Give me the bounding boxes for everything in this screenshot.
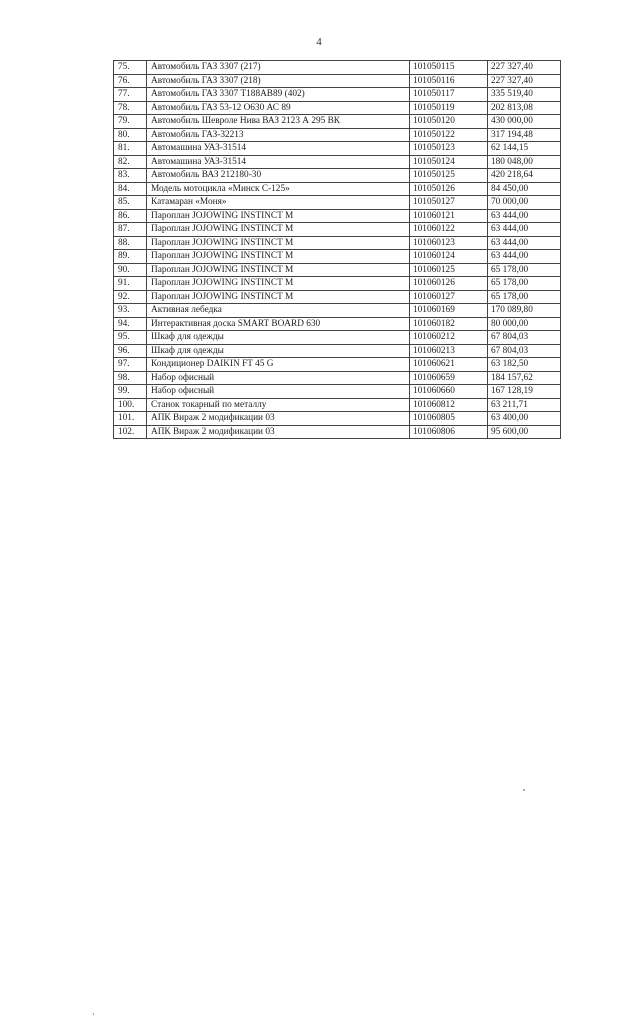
table-row xyxy=(114,223,561,237)
inventory-code: 101050117 xyxy=(410,88,488,102)
inventory-code: 101060125 xyxy=(410,263,488,277)
asset-name: Набор офисный xyxy=(147,371,410,385)
row-number: 90. xyxy=(114,263,147,277)
asset-name: Шкаф для одежды xyxy=(147,344,410,358)
book-value: 84 450,00 xyxy=(488,182,561,196)
row-number: 78. xyxy=(114,101,147,115)
table-row xyxy=(114,115,561,129)
row-number: 77. xyxy=(114,88,147,102)
table-row xyxy=(114,142,561,156)
asset-name: Автомобиль Шевроле Нива ВАЗ 2123 А 295 ВК xyxy=(147,115,410,129)
asset-name: АПК Вираж 2 модификации 03 xyxy=(147,425,410,439)
book-value: 63 400,00 xyxy=(488,412,561,426)
inventory-code: 101060659 xyxy=(410,371,488,385)
asset-name: Автомобиль ВАЗ 212180-30 xyxy=(147,169,410,183)
asset-name: Пароплан JOJOWING INSTINCT M xyxy=(147,250,410,264)
inventory-code: 101060122 xyxy=(410,223,488,237)
row-number: 79. xyxy=(114,115,147,129)
asset-name: Модель мотоцикла «Минск С-125» xyxy=(147,182,410,196)
table-row xyxy=(114,236,561,250)
asset-name: Пароплан JOJOWING INSTINCT M xyxy=(147,209,410,223)
book-value: 67 804,03 xyxy=(488,344,561,358)
row-number: 85. xyxy=(114,196,147,210)
table-row xyxy=(114,371,561,385)
row-number: 86. xyxy=(114,209,147,223)
row-number: 87. xyxy=(114,223,147,237)
book-value: 63 211,71 xyxy=(488,398,561,412)
inventory-code: 101050119 xyxy=(410,101,488,115)
inventory-code: 101050127 xyxy=(410,196,488,210)
table-row xyxy=(114,412,561,426)
asset-name: Автомашина УАЗ-31514 xyxy=(147,142,410,156)
row-number: 82. xyxy=(114,155,147,169)
table-row xyxy=(114,425,561,439)
asset-table-body xyxy=(114,61,561,439)
asset-name: Автомобиль ГАЗ 53-12 О630 АС 89 xyxy=(147,101,410,115)
row-number: 97. xyxy=(114,358,147,372)
table-row xyxy=(114,263,561,277)
asset-name: Станок токарный по металлу xyxy=(147,398,410,412)
book-value: 63 444,00 xyxy=(488,223,561,237)
asset-name: АПК Вираж 2 модификации 03 xyxy=(147,412,410,426)
table-row xyxy=(114,155,561,169)
book-value: 335 519,40 xyxy=(488,88,561,102)
row-number: 89. xyxy=(114,250,147,264)
book-value: 184 157,62 xyxy=(488,371,561,385)
row-number: 83. xyxy=(114,169,147,183)
inventory-code: 101060121 xyxy=(410,209,488,223)
book-value: 70 000,00 xyxy=(488,196,561,210)
inventory-code: 101060213 xyxy=(410,344,488,358)
row-number: 93. xyxy=(114,304,147,318)
inventory-code: 101060123 xyxy=(410,236,488,250)
table-row xyxy=(114,74,561,88)
table-row xyxy=(114,169,561,183)
table-row xyxy=(114,209,561,223)
asset-name: Автомашина УАЗ-31514 xyxy=(147,155,410,169)
book-value: 227 327,40 xyxy=(488,61,561,75)
table-row xyxy=(114,196,561,210)
row-number: 102. xyxy=(114,425,147,439)
inventory-code: 101050122 xyxy=(410,128,488,142)
inventory-code: 101060169 xyxy=(410,304,488,318)
book-value: 62 144,15 xyxy=(488,142,561,156)
asset-table xyxy=(113,60,561,439)
row-number: 76. xyxy=(114,74,147,88)
table-row xyxy=(114,290,561,304)
inventory-code: 101060806 xyxy=(410,425,488,439)
inventory-code: 101050125 xyxy=(410,169,488,183)
table-row xyxy=(114,88,561,102)
inventory-code: 101060124 xyxy=(410,250,488,264)
book-value: 65 178,00 xyxy=(488,290,561,304)
table-row xyxy=(114,128,561,142)
inventory-code: 101050116 xyxy=(410,74,488,88)
book-value: 65 178,00 xyxy=(488,263,561,277)
inventory-code: 101060126 xyxy=(410,277,488,291)
asset-name: Интерактивная доска SMART BOARD 630 xyxy=(147,317,410,331)
asset-name: Автомобиль ГАЗ 3307 Т188АВ89 (402) xyxy=(147,88,410,102)
inventory-code: 101060660 xyxy=(410,385,488,399)
row-number: 101. xyxy=(114,412,147,426)
book-value: 202 813,08 xyxy=(488,101,561,115)
row-number: 88. xyxy=(114,236,147,250)
book-value: 180 048,00 xyxy=(488,155,561,169)
row-number: 94. xyxy=(114,317,147,331)
table-row xyxy=(114,344,561,358)
table-row xyxy=(114,398,561,412)
row-number: 80. xyxy=(114,128,147,142)
page-number: 4 xyxy=(316,36,322,48)
table-row xyxy=(114,250,561,264)
asset-name: Кондиционер DAIKIN FT 45 G xyxy=(147,358,410,372)
inventory-code: 101050123 xyxy=(410,142,488,156)
book-value: 420 218,64 xyxy=(488,169,561,183)
row-number: 96. xyxy=(114,344,147,358)
table-row xyxy=(114,385,561,399)
inventory-code: 101050124 xyxy=(410,155,488,169)
book-value: 430 000,00 xyxy=(488,115,561,129)
asset-name: Катамаран «Моня» xyxy=(147,196,410,210)
row-number: 98. xyxy=(114,371,147,385)
inventory-code: 101060127 xyxy=(410,290,488,304)
asset-table-container xyxy=(113,60,560,439)
asset-name: Пароплан JOJOWING INSTINCT M xyxy=(147,236,410,250)
table-row xyxy=(114,61,561,75)
inventory-code: 101050120 xyxy=(410,115,488,129)
inventory-code: 101060812 xyxy=(410,398,488,412)
book-value: 95 600,00 xyxy=(488,425,561,439)
asset-name: Пароплан JOJOWING INSTINCT M xyxy=(147,290,410,304)
row-number: 91. xyxy=(114,277,147,291)
table-row xyxy=(114,331,561,345)
asset-name: Пароплан JOJOWING INSTINCT M xyxy=(147,223,410,237)
book-value: 317 194,48 xyxy=(488,128,561,142)
row-number: 75. xyxy=(114,61,147,75)
book-value: 80 000,00 xyxy=(488,317,561,331)
book-value: 63 444,00 xyxy=(488,250,561,264)
scan-speck xyxy=(523,789,525,791)
table-row xyxy=(114,277,561,291)
asset-name: Набор офисный xyxy=(147,385,410,399)
asset-name: Активная лебедка xyxy=(147,304,410,318)
asset-name: Шкаф для одежды xyxy=(147,331,410,345)
book-value: 227 327,40 xyxy=(488,74,561,88)
inventory-code: 101060182 xyxy=(410,317,488,331)
inventory-code: 101060805 xyxy=(410,412,488,426)
inventory-code: 101050126 xyxy=(410,182,488,196)
book-value: 63 182,50 xyxy=(488,358,561,372)
table-row xyxy=(114,317,561,331)
book-value: 170 089,80 xyxy=(488,304,561,318)
asset-name: Автомобиль ГАЗ 3307 (218) xyxy=(147,74,410,88)
row-number: 99. xyxy=(114,385,147,399)
scan-speck xyxy=(93,1013,94,1015)
book-value: 167 128,19 xyxy=(488,385,561,399)
book-value: 63 444,00 xyxy=(488,236,561,250)
table-row xyxy=(114,304,561,318)
row-number: 100. xyxy=(114,398,147,412)
table-row xyxy=(114,182,561,196)
row-number: 84. xyxy=(114,182,147,196)
book-value: 67 804,03 xyxy=(488,331,561,345)
book-value: 63 444,00 xyxy=(488,209,561,223)
row-number: 95. xyxy=(114,331,147,345)
table-row xyxy=(114,358,561,372)
row-number: 81. xyxy=(114,142,147,156)
asset-name: Автомобиль ГАЗ 3307 (217) xyxy=(147,61,410,75)
table-row xyxy=(114,101,561,115)
inventory-code: 101060621 xyxy=(410,358,488,372)
row-number: 92. xyxy=(114,290,147,304)
asset-name: Пароплан JOJOWING INSTINCT M xyxy=(147,277,410,291)
inventory-code: 101050115 xyxy=(410,61,488,75)
book-value: 65 178,00 xyxy=(488,277,561,291)
asset-name: Автомобиль ГАЗ-32213 xyxy=(147,128,410,142)
asset-name: Пароплан JOJOWING INSTINCT M xyxy=(147,263,410,277)
inventory-code: 101060212 xyxy=(410,331,488,345)
